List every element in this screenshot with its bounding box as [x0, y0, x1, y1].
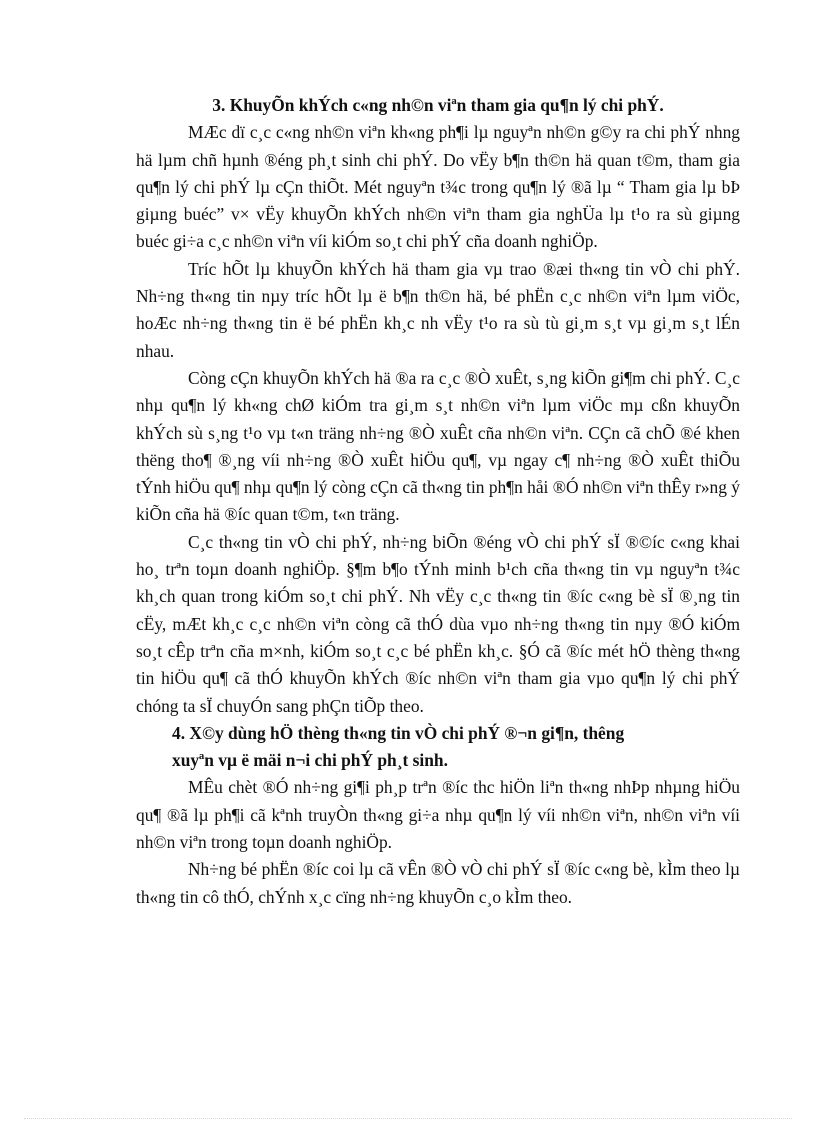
section-heading-4	[136, 720, 740, 775]
paragraph: MÆc dï c¸c c«ng nh©n viªn kh«ng ph¶i lµ nguyªn nh©n g©y ra chi phÝ nhng hä lµm chñ hµnh ®éng ph¸t sinh chi phÝ. Do vËy b¶n th©n hä quan t©m, tham gia qu¶n lý chi phÝ lµ cÇn thiÕt. Mét nguyªn t¾c trong qu¶n lý ®ã lµ “ Tham gia lµ bÞ giµng buéc” v× vËy khuyÕn khÝch nh©n viªn tham gia nghÜa lµ t¹o ra sù giµng buéc gi÷a c¸c nh©n viªn víi kiÓm so¸t chi phÝ cña doanh nghiÖp.	[136, 122, 740, 252]
section-heading-3: 3. KhuyÕn khÝch c«ng nh©n viªn tham gia qu¶n lý chi phÝ.	[212, 95, 664, 115]
paragraph: C¸c th«ng tin vÒ chi phÝ, nh÷ng biÕn ®éng vÒ chi phÝ sÏ ®©íc c«ng khai ho¸ trªn toµn doanh nghiÖp. §¶m b¶o tÝnh minh b¹ch cña th«ng tin vµ nguyªn t¾c kh¸ch quan trong kiÓm so¸t chi phÝ. Nh vËy c¸c th«ng tin ®íc c«ng bè sÏ ®¸ng tin cËy, mÆt kh¸c c¸c nh©n viªn còng cã thÓ dùa vµo nh÷ng th«ng tin nµy ®Ó kiÓm so¸t cÊp trªn cña m×nh, kiÓm so¸t c¸c bé phËn kh¸c. §Ó cã ®íc mét hÖ thèng th«ng tin hiÖu qu¶ cã thÓ khuyÕn khÝch ®íc nh©n viªn tham gia vµo qu¶n lý chi phÝ chóng ta sÏ chuyÓn sang phÇn tiÕp theo.	[136, 531, 740, 716]
paragraph: Tríc hÕt lµ khuyÕn khÝch hä tham gia vµ trao ®æi th«ng tin vÒ chi phÝ. Nh÷ng th«ng tin nµy tríc hÕt lµ ë b¶n th©n hä, bé phËn c¸c nh©n viªn lµm viÖc, hoÆc nh÷ng th«ng tin ë bé phËn kh¸c nh vËy t¹o ra sù tù gi¸m s¸t vµ gi¸m s¸t lÉn nhau.	[136, 258, 740, 361]
document-page	[136, 92, 740, 911]
paragraph: Nh÷ng bé phËn ®íc coi lµ cã vÊn ®Ò vÒ chi phÝ sÏ ®íc c«ng bè, kÌm theo lµ th«ng tin cô thÓ, chÝnh x¸c cïng nh÷ng khuyÕn c¸o kÌm theo.	[136, 859, 740, 907]
section-heading-4-line1: 4. X©y dùng hÖ thèng th«ng tin vÒ chi phÝ ®¬n gi¶n, thêng	[172, 722, 625, 743]
paragraph: MÊu chèt ®Ó nh÷ng gi¶i ph¸p trªn ®íc thc hiÖn liªn th«ng nhÞp nhµng hiÖu qu¶ ®ã lµ ph¶i cã kªnh truyÒn th«ng gi÷a nhµ qu¶n lý víi nh©n viªn, nh©n viªn víi nh©n viªn trong toµn doanh nghiÖp.	[136, 777, 740, 853]
section-heading-4-line2: xuyªn vµ ë mäi n¬i chi phÝ ph¸t sinh.	[172, 750, 448, 771]
footer-divider	[24, 1118, 792, 1119]
paragraph: Còng cÇn khuyÕn khÝch hä ®a ra c¸c ®Ò xuÊt, s¸ng kiÕn gi¶m chi phÝ. C¸c nhµ qu¶n lý kh«ng chØ kiÓm tra gi¸m s¸t nh©n viªn lµm viÖc mµ cßn khuyÕn khÝch sù s¸ng t¹o vµ t«n träng nh÷ng ®Ò xuÊt cña nh©n viªn. CÇn cã chÕ ®é khen thëng tho¶ ®¸ng víi nh÷ng ®Ò xuÊt hiÖu qu¶, vµ ngay c¶ nh÷ng ®Ò xuÊt thiÕu tÝnh hiÖu qu¶ nhµ qu¶n lý còng cÇn cã th«ng tin ph¶n håi ®Ó nh©n viªn thÊy r»ng ý kiÕn cña hä ®íc quan t©m, t«n träng.	[136, 367, 740, 525]
